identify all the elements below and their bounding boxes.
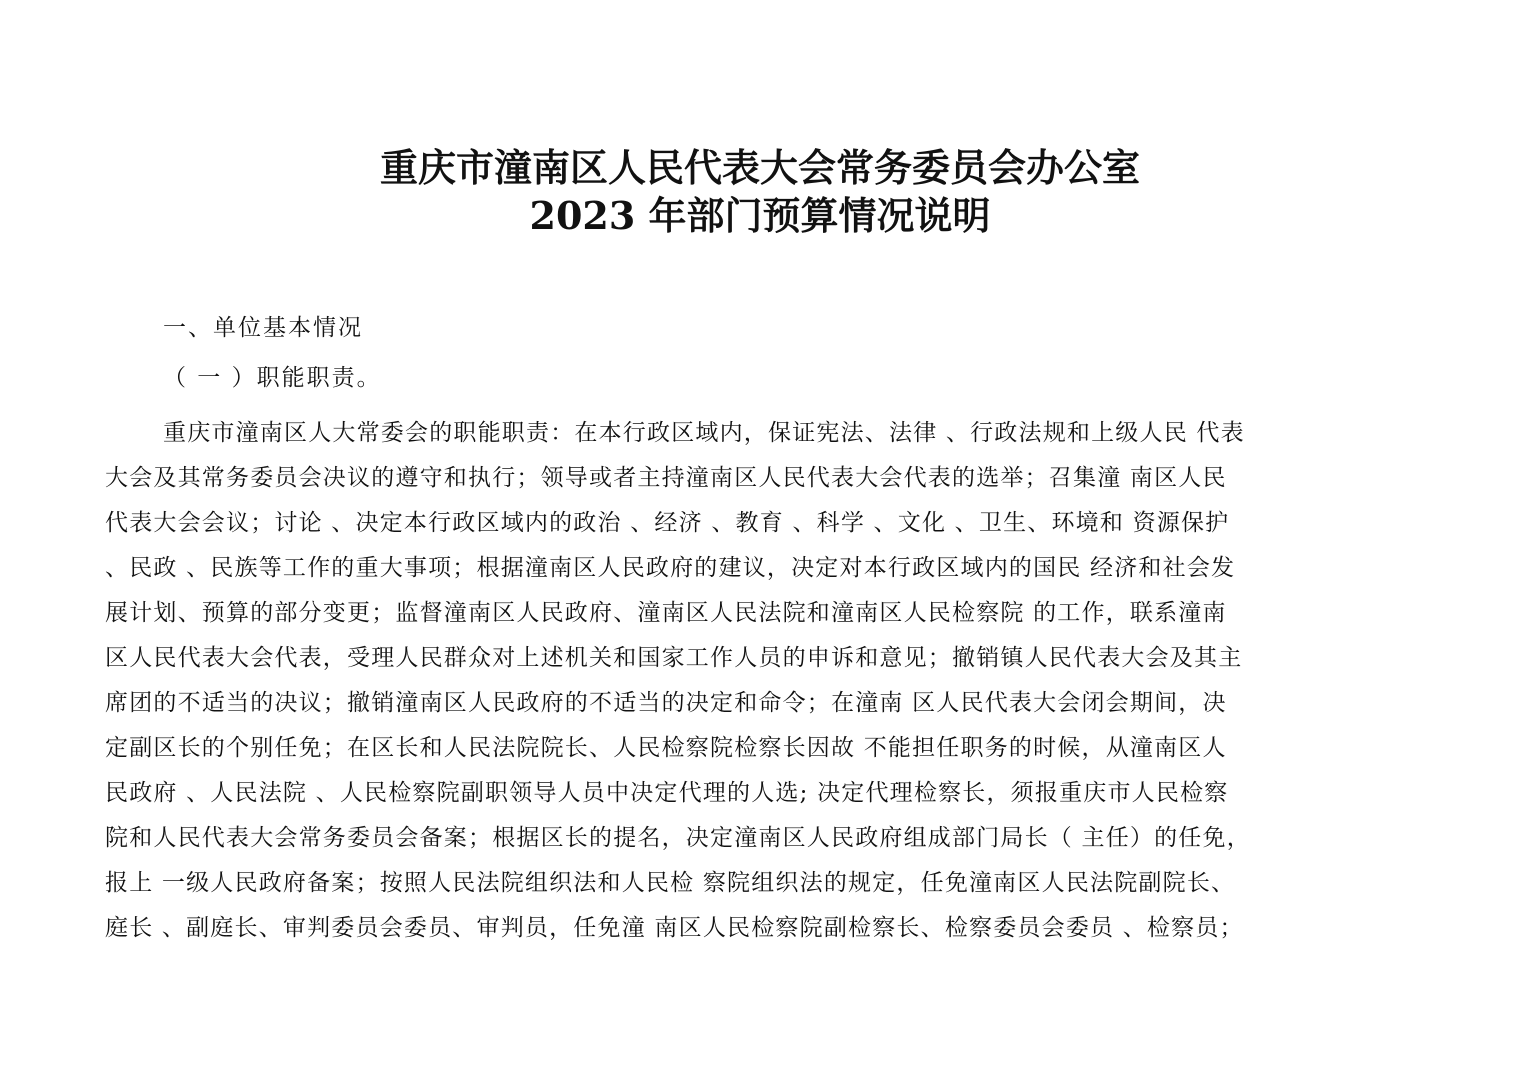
paragraph-line: 大会及其常务委员会决议的遵守和执行；领导或者主持潼南区人民代表大会代表的选举；召集潼 南区人民	[105, 465, 1227, 491]
subsection-heading: （ 一 ）职能职责。	[163, 365, 382, 391]
paragraph-line: 重庆市潼南区人大常委会的职能职责：在本行政区域内，保证宪法、法律 、行政法规和上级人民 代表	[163, 420, 1245, 446]
paragraph-line: 院和人民代表大会常务委员会备案；根据区长的提名，决定潼南区人民政府组成部门局长（ 主任）的任免，	[105, 825, 1251, 851]
paragraph-line: 代表大会会议；讨论 、决定本行政区域内的政治 、经济 、教育 、科学 、文化 、卫生、环境和 资源保护	[105, 510, 1230, 536]
paragraph-line: 展计划、预算的部分变更；监督潼南区人民政府、潼南区人民法院和潼南区人民检察院 的工作，联系潼南	[105, 600, 1227, 626]
section-heading: 一、单位基本情况	[163, 315, 363, 341]
paragraph-line: 民政府 、人民法院 、人民检察院副职领导人员中决定代理的人选; 决定代理检察长，须报重庆市人民检察	[105, 780, 1229, 806]
paragraph-line: 、民政 、民族等工作的重大事项；根据潼南区人民政府的建议，决定对本行政区域内的国民 经济和社会发	[105, 555, 1236, 581]
paragraph-line: 区人民代表大会代表，受理人民群众对上述机关和国家工作人员的申诉和意见；撤销镇人民代表大会及其主	[105, 645, 1243, 671]
paragraph-line: 报上 一级人民政府备案；按照人民法院组织法和人民检 察院组织法的规定，任免潼南区人民法院副院长、	[105, 870, 1236, 896]
paragraph-line: 定副区长的个别任免；在区长和人民法院院长、人民检察院检察长因故 不能担任职务的时候，从潼南区人	[105, 735, 1227, 761]
paragraph-line: 席团的不适当的决议；撤销潼南区人民政府的不适当的决定和命令；在潼南 区人民代表大会闭会期间，决	[105, 690, 1227, 716]
paragraph-line: 庭长 、副庭长、审判委员会委员、审判员，任免潼 南区人民检察院副检察长、检察委员会委员 、检察员；	[105, 915, 1244, 941]
document-title-line-1: 重庆市潼南区人民代表大会常务委员会办公室	[379, 145, 1140, 190]
document-title-line-2: 2023 年部门预算情况说明	[529, 193, 991, 238]
